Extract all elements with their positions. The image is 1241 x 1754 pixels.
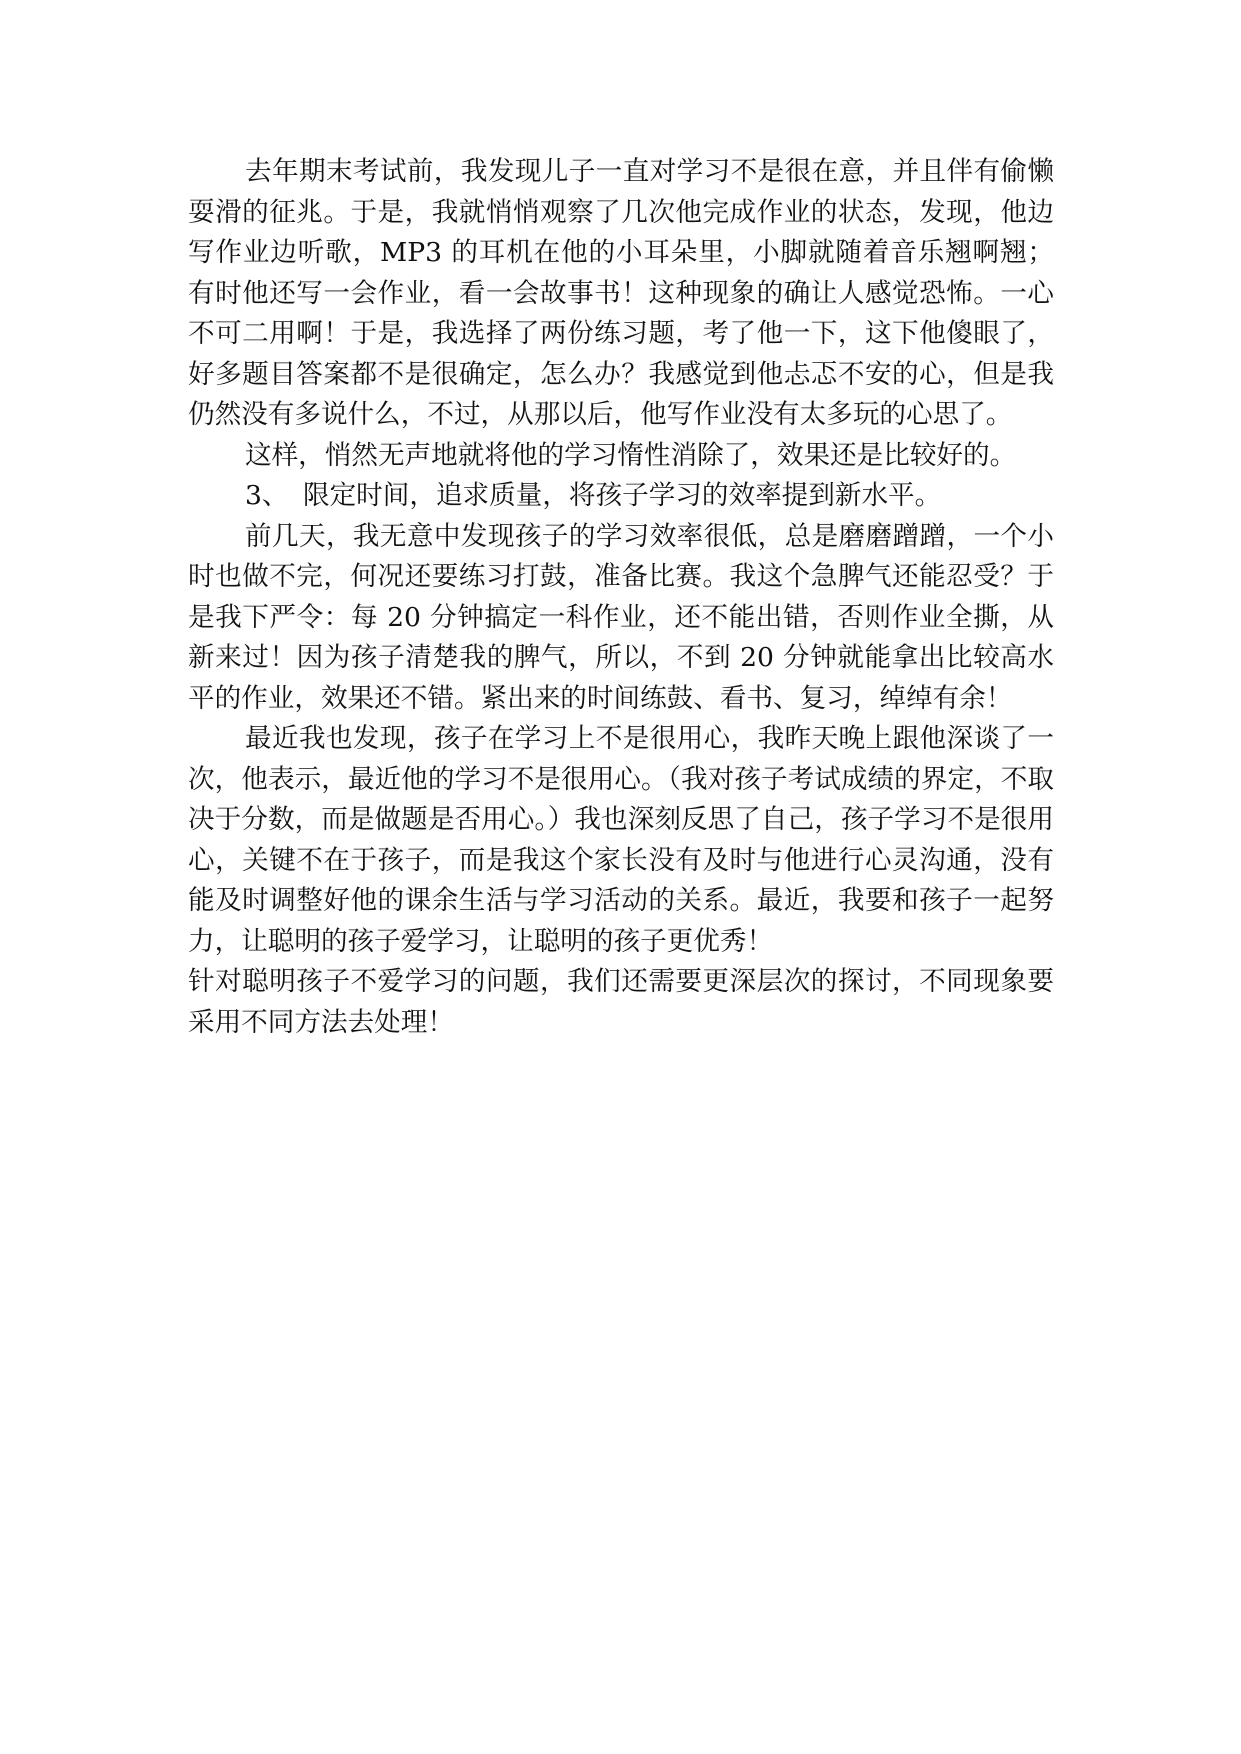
paragraph-reflection: 最近我也发现，孩子在学习上不是很用心，我昨天晚上跟他深谈了一次，他表示，最近他的学习不是很用心。（我对孩子考试成绩的界定，不取决于分数，而是做题是否用心。）我也深刻反思了自己，孩子学习不是很用心，关键不在于孩子，而是我这个家长没有及时与他进行心灵沟通，没有能及时调整好他的课余生活与学习活动的关系。最近，我要和孩子一起努力，让聪明的孩子爱学习，让聪明的孩子更优秀！ bbox=[188, 723, 1054, 957]
document-body bbox=[188, 152, 1054, 1043]
paragraph-conclusion: 针对聪明孩子不爱学习的问题，我们还需要更深层次的探讨，不同现象要采用不同方法去处理！ bbox=[188, 966, 1054, 1038]
list-item-text: 限定时间，追求质量，将孩子学习的效率提到新水平。 bbox=[303, 480, 942, 511]
list-item-3 bbox=[188, 476, 1054, 517]
paragraph-time-limit: 前几天，我无意中发现孩子的学习效率很低，总是磨磨蹭蹭，一个小时也做不完，何况还要练习打鼓，准备比赛。我这个急脾气还能忍受？于是我下严令：每 20 分钟搞定一科作业，还不能出错，否则作业全撕，从新来过！因为孩子清楚我的脾气，所以，不到 20 分钟就能拿出比较高水平的作业，效果还不错。紧出来的时间练鼓、看书、复习，绰绰有余！ bbox=[188, 520, 1054, 714]
list-item-number: 3、 bbox=[245, 480, 289, 511]
paragraph-exam-observation: 去年期末考试前，我发现儿子一直对学习不是很在意，并且伴有偷懒耍滑的征兆。于是，我就悄悄观察了几次他完成作业的状态，发现，他边写作业边听歌，MP3 的耳机在他的小耳朵里，小脚就随着音乐翘啊翘；有时他还写一会作业，看一会故事书！这种现象的确让人感觉恐怖。一心不可二用啊！于是，我选择了两份练习题，考了他一下，这下他傻眼了，好多题目答案都不是很确定，怎么办？我感觉到他忐忑不安的心，但是我仍然没有多说什么，不过，从那以后，他写作业没有太多玩的心思了。 bbox=[188, 156, 1054, 430]
paragraph-laziness-removed: 这样，悄然无声地就将他的学习惰性消除了，效果还是比较好的。 bbox=[245, 439, 1017, 471]
